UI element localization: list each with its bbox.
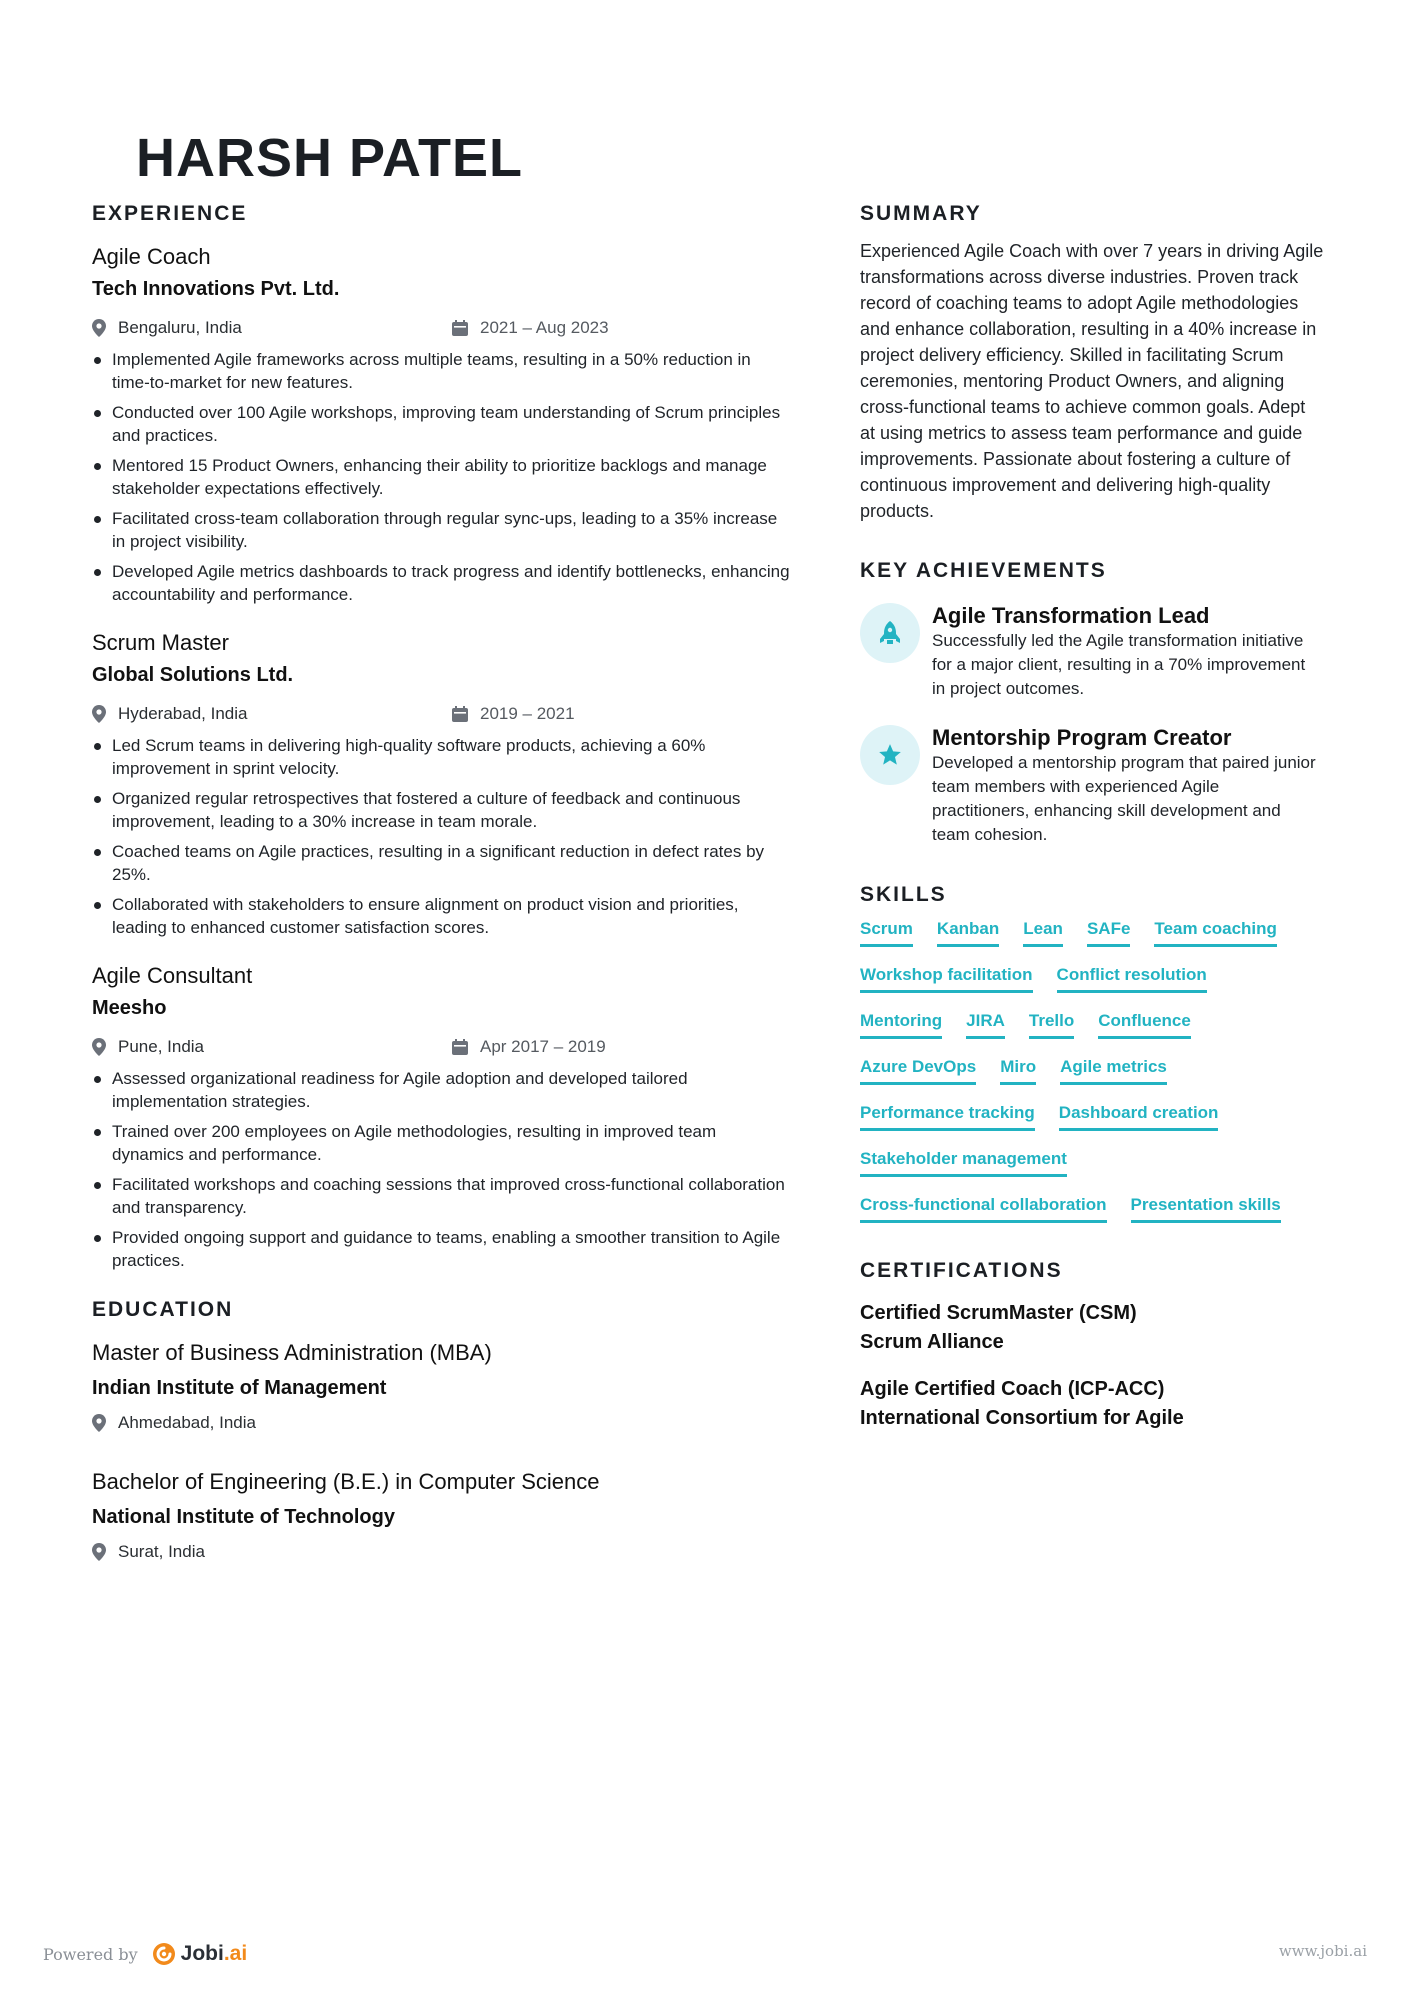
experience-list xyxy=(92,242,792,1272)
education-degree: Bachelor of Engineering (B.E.) in Computer Science xyxy=(92,1469,600,1494)
calendar-icon xyxy=(452,1039,468,1055)
education-location-text: Ahmedabad, India xyxy=(118,1413,256,1432)
achievement-description: Developed a mentorship program that paired junior team members with experienced Agile practitioners, enhancing skill development and team cohesion. xyxy=(932,753,1316,844)
left-column xyxy=(92,200,792,1564)
skill-tag: Mentoring xyxy=(860,1009,942,1039)
skill-tag: Kanban xyxy=(937,917,999,947)
job-bullet: Assessed organizational readiness for Agile adoption and developed tailored implementation strategies. xyxy=(92,1067,792,1113)
job-title: Agile Consultant xyxy=(92,963,253,988)
location-pin-icon xyxy=(92,1414,106,1432)
skill-tag: Confluence xyxy=(1098,1009,1191,1039)
jobi-logo-icon xyxy=(152,1942,176,1966)
achievements-heading: KEY ACHIEVEMENTS xyxy=(860,559,1107,582)
skill-tag: Conflict resolution xyxy=(1057,963,1207,993)
star-icon xyxy=(877,742,903,768)
job-entry xyxy=(92,628,792,939)
skills-heading: SKILLS xyxy=(860,883,947,906)
calendar-icon xyxy=(452,706,468,722)
summary-heading: SUMMARY xyxy=(860,202,982,225)
location-pin-icon xyxy=(92,1543,106,1561)
achievement-item xyxy=(860,603,1330,701)
job-meta xyxy=(92,702,792,726)
achievement-icon xyxy=(860,725,920,785)
job-meta xyxy=(92,1035,792,1059)
job-bullet: Developed Agile metrics dashboards to track progress and identify bottlenecks, enhancing accountability and performance. xyxy=(92,560,792,606)
job-bullet: Led Scrum teams in delivering high-quality software products, achieving a 60% improvement in sprint velocity. xyxy=(92,734,792,780)
job-company: Global Solutions Ltd. xyxy=(92,664,294,686)
job-dates xyxy=(452,704,575,724)
job-bullet: Implemented Agile frameworks across multiple teams, resulting in a 50% reduction in time-to-market for new features. xyxy=(92,348,792,394)
achievement-description: Successfully led the Agile transformation initiative for a major client, resulting in a 70% improvement in project outcomes. xyxy=(932,631,1306,698)
skill-tag: Performance tracking xyxy=(860,1101,1035,1131)
location-pin-icon xyxy=(92,319,106,337)
skill-tag: Workshop facilitation xyxy=(860,963,1033,993)
skill-tag: Agile metrics xyxy=(1060,1055,1167,1085)
education-heading: EDUCATION xyxy=(92,1298,234,1321)
education-list xyxy=(92,1338,792,1564)
job-bullet: Facilitated cross-team collaboration through regular sync-ups, leading to a 35% increase in project visibility. xyxy=(92,507,792,553)
jobi-logo[interactable] xyxy=(152,1942,248,1966)
certifications-list xyxy=(860,1299,1330,1433)
education-entry xyxy=(92,1338,792,1435)
job-entry xyxy=(92,961,792,1272)
skills-list xyxy=(860,917,1330,1239)
job-bullets xyxy=(92,734,792,939)
footer-powered-by xyxy=(43,1942,247,1966)
skill-tag: JIRA xyxy=(966,1009,1005,1039)
education-degree: Master of Business Administration (MBA) xyxy=(92,1340,492,1365)
job-company: Meesho xyxy=(92,997,167,1019)
achievement-item xyxy=(860,725,1330,847)
job-bullet: Organized regular retrospectives that fostered a culture of feedback and continuous improvement, leading to a 30% increase in team morale. xyxy=(92,787,792,833)
brand-main: Jobi xyxy=(180,1942,224,1965)
certifications-heading: CERTIFICATIONS xyxy=(860,1259,1063,1282)
skill-tag: Scrum xyxy=(860,917,913,947)
job-title: Agile Coach xyxy=(92,244,211,269)
achievement-text xyxy=(932,725,1317,847)
footer-site-link[interactable]: www.jobi.ai xyxy=(1278,1942,1367,1960)
job-title: Scrum Master xyxy=(92,630,229,655)
job-dates-text: 2019 – 2021 xyxy=(480,704,575,723)
job-location xyxy=(92,704,452,724)
job-dates xyxy=(452,318,609,338)
certification-name: Certified ScrumMaster (CSM) xyxy=(860,1302,1137,1324)
certification-name: Agile Certified Coach (ICP-ACC) xyxy=(860,1378,1165,1400)
job-bullet: Conducted over 100 Agile workshops, improving team understanding of Scrum principles and practices. xyxy=(92,401,792,447)
skill-tag: Presentation skills xyxy=(1131,1193,1281,1223)
skill-tag: SAFe xyxy=(1087,917,1130,947)
achievement-title: Mentorship Program Creator xyxy=(932,725,1232,750)
achievement-icon xyxy=(860,603,920,663)
job-bullet: Coached teams on Agile practices, resulting in a significant reduction in defect rates by 25%. xyxy=(92,840,792,886)
education-location-text: Surat, India xyxy=(118,1542,205,1561)
location-pin-icon xyxy=(92,1038,106,1056)
skill-tag: Azure DevOps xyxy=(860,1055,976,1085)
achievements-list xyxy=(860,603,1330,847)
job-bullet: Facilitated workshops and coaching sessions that improved cross-functional collaboration and transparency. xyxy=(92,1173,792,1219)
job-dates xyxy=(452,1037,606,1057)
skill-tag: Lean xyxy=(1023,917,1063,947)
skill-tag: Trello xyxy=(1029,1009,1074,1039)
achievement-text xyxy=(932,603,1317,701)
education-location xyxy=(92,1540,792,1564)
job-location-text: Pune, India xyxy=(118,1037,205,1056)
certification-entry xyxy=(860,1299,1330,1357)
job-bullet: Mentored 15 Product Owners, enhancing their ability to prioritize backlogs and manage stakeholder expectations effectively. xyxy=(92,454,792,500)
job-company: Tech Innovations Pvt. Ltd. xyxy=(92,278,340,300)
experience-heading: EXPERIENCE xyxy=(92,202,248,225)
candidate-name: HARSH PATEL xyxy=(136,128,523,180)
skill-tag: Dashboard creation xyxy=(1059,1101,1219,1131)
education-location xyxy=(92,1411,792,1435)
job-dates-text: Apr 2017 – 2019 xyxy=(480,1037,606,1056)
education-school: National Institute of Technology xyxy=(92,1506,395,1528)
certification-issuer: International Consortium for Agile xyxy=(860,1407,1184,1429)
job-location xyxy=(92,318,452,338)
job-location-text: Hyderabad, India xyxy=(118,704,248,723)
brand-suffix: .ai xyxy=(223,1942,248,1965)
certification-issuer: Scrum Alliance xyxy=(860,1331,1004,1353)
job-location xyxy=(92,1037,452,1057)
education-school: Indian Institute of Management xyxy=(92,1377,387,1399)
calendar-icon xyxy=(452,320,468,336)
skill-tag: Cross-functional collaboration xyxy=(860,1193,1107,1223)
job-dates-text: 2021 – Aug 2023 xyxy=(480,318,609,337)
job-entry xyxy=(92,242,792,606)
rocket-icon xyxy=(879,620,901,646)
job-location-text: Bengaluru, India xyxy=(118,318,242,337)
location-pin-icon xyxy=(92,705,106,723)
job-bullet: Collaborated with stakeholders to ensure alignment on product vision and priorities, leading to enhanced customer satisfaction scores. xyxy=(92,893,792,939)
job-bullet: Provided ongoing support and guidance to teams, enabling a smoother transition to Agile practices. xyxy=(92,1226,792,1272)
skill-tag: Team coaching xyxy=(1154,917,1277,947)
education-entry xyxy=(92,1467,792,1564)
skill-tag: Miro xyxy=(1000,1055,1036,1085)
right-column xyxy=(860,200,1330,1433)
job-meta xyxy=(92,316,792,340)
skill-tag: Stakeholder management xyxy=(860,1147,1067,1177)
achievement-title: Agile Transformation Lead xyxy=(932,603,1210,628)
powered-by-label: Powered by xyxy=(43,1944,138,1964)
job-bullets xyxy=(92,1067,792,1272)
certification-entry xyxy=(860,1375,1330,1433)
job-bullets xyxy=(92,348,792,606)
job-bullet: Trained over 200 employees on Agile methodologies, resulting in improved team dynamics and performance. xyxy=(92,1120,792,1166)
summary-text: Experienced Agile Coach with over 7 years in driving Agile transformations across diverse industries. Proven track record of coaching teams to adopt Agile methodologies and enhance collaboration, resulting in a 40% increase in project delivery efficiency. Skilled in facilitating Scrum ceremonies, mentoring Product Owners, and aligning cross-functional teams to achieve common goals. Adept at using metrics to assess team performance and guide improvements. Passionate about fostering a culture of continuous improvement and delivering high-quality products. xyxy=(860,241,1324,521)
